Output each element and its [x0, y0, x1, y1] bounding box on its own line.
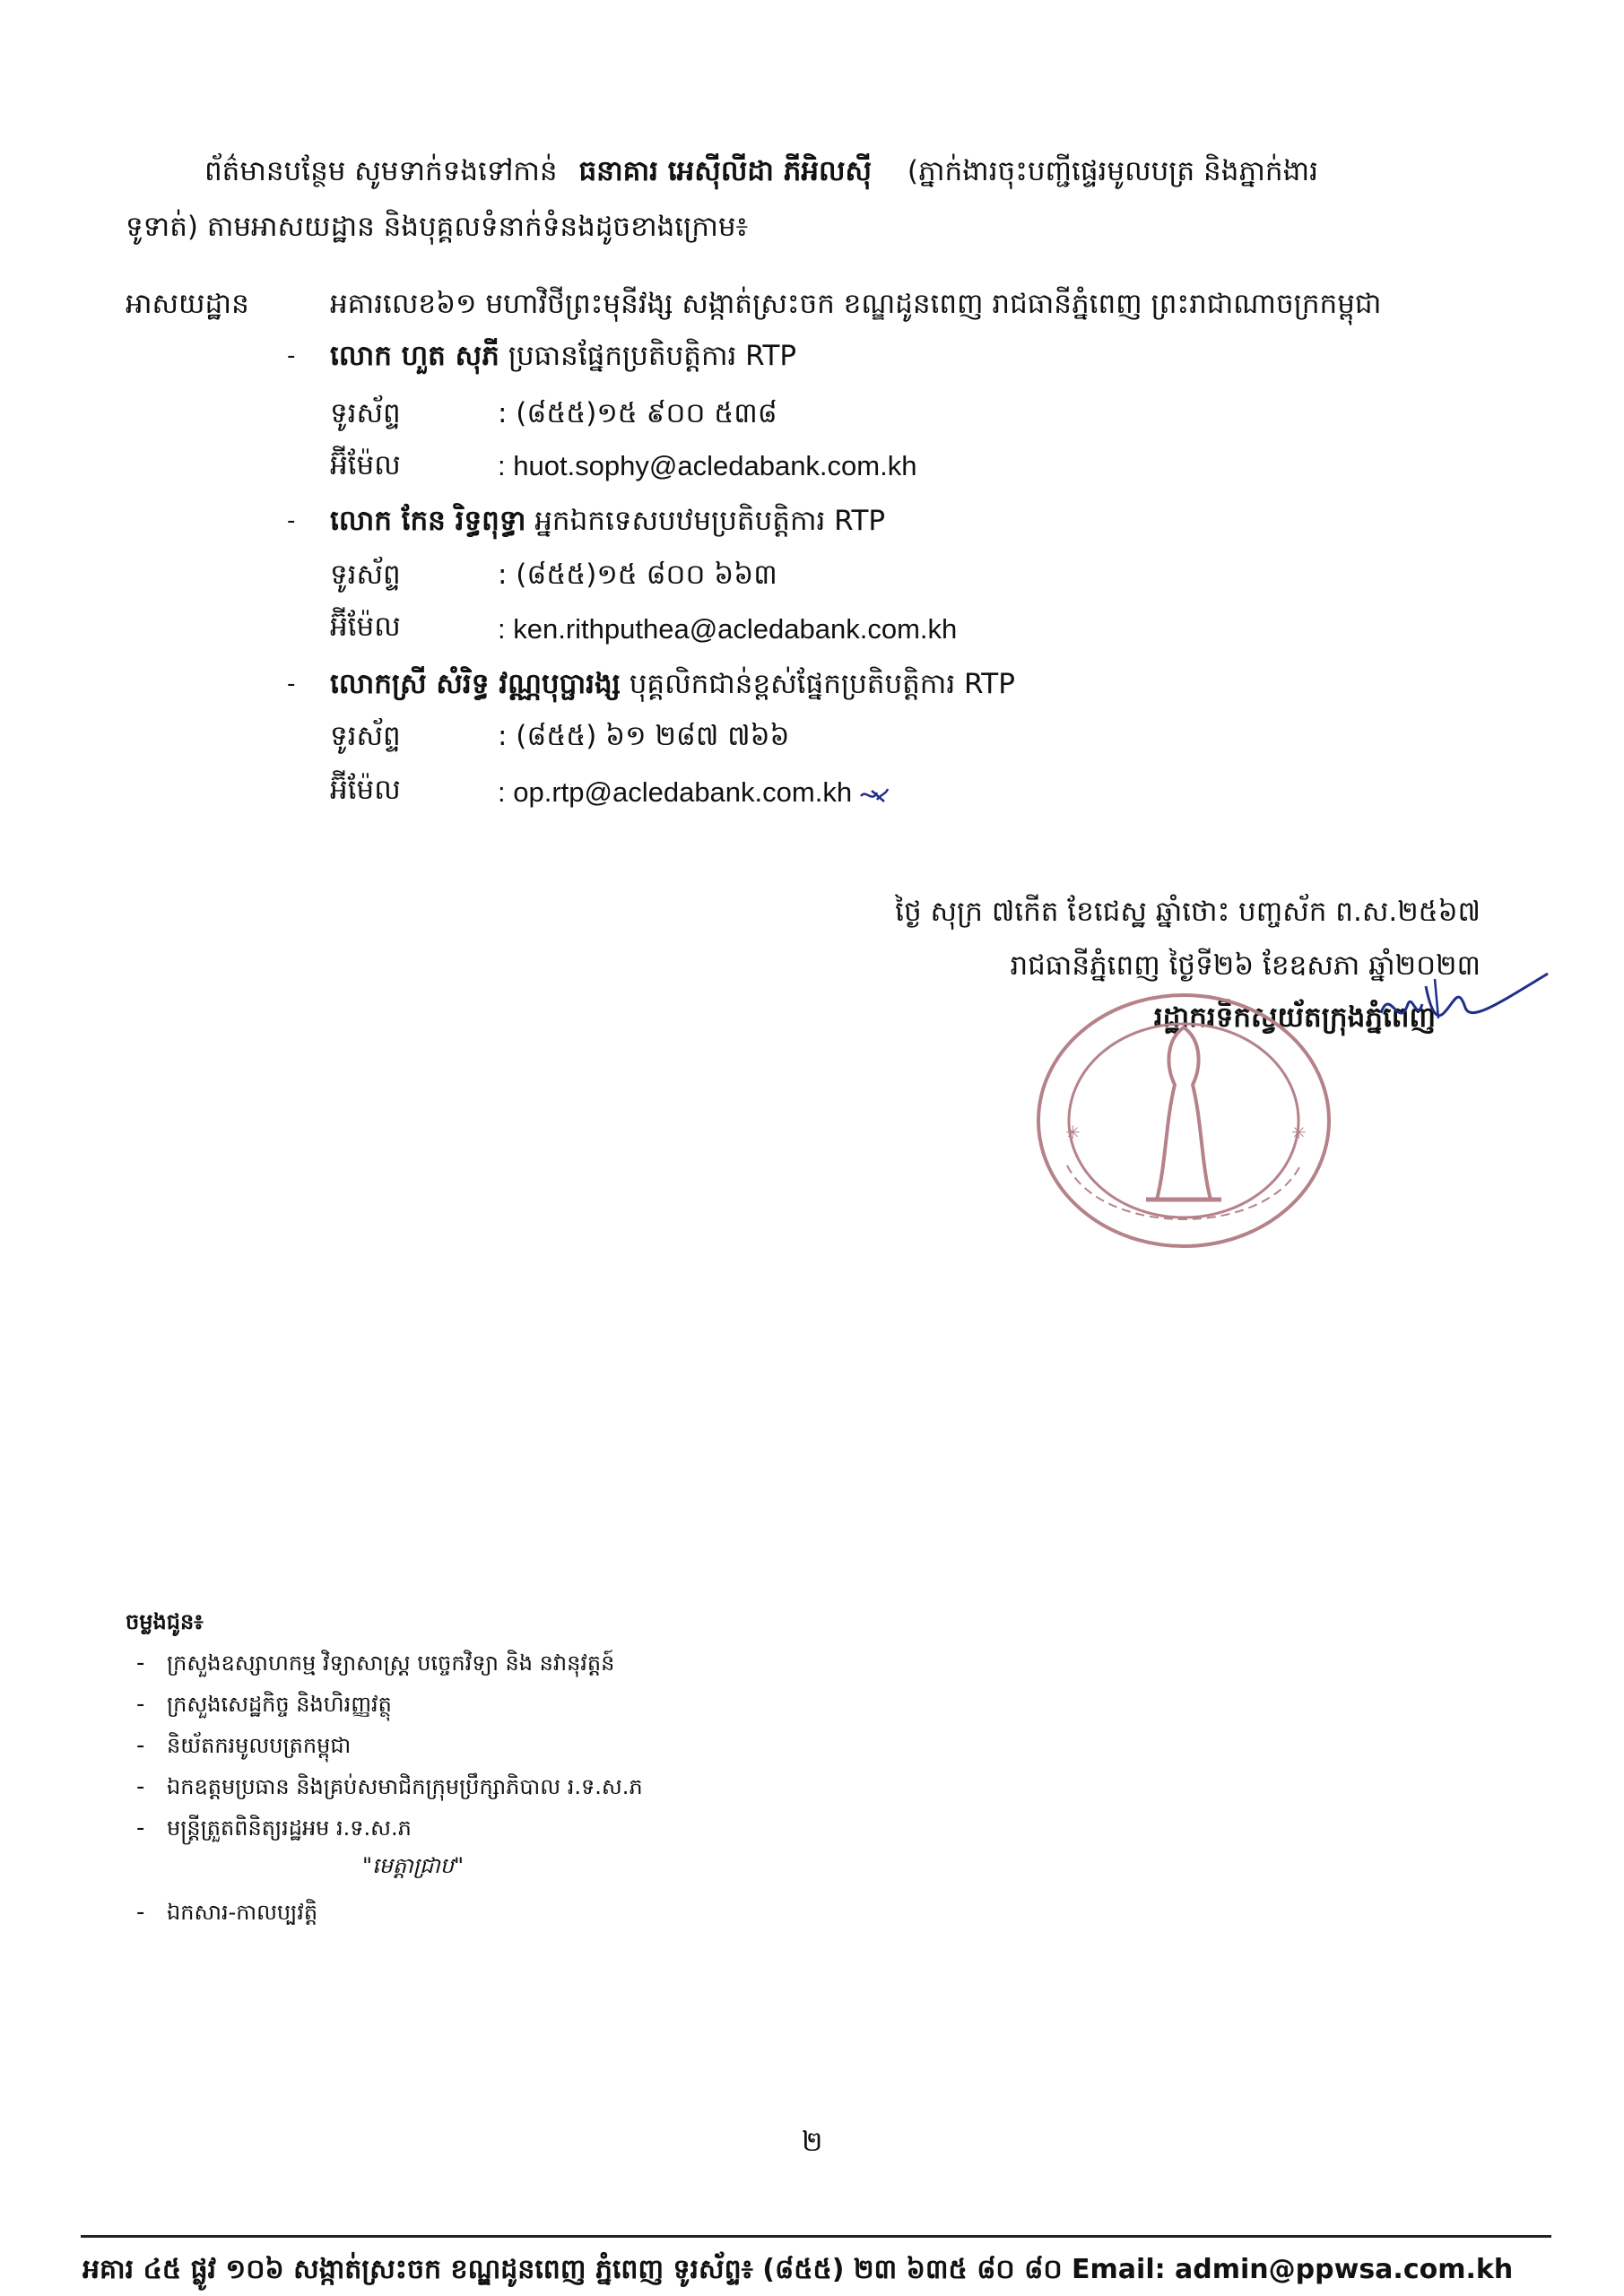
- solar-date: រាជធានីភ្នំពេញ ថ្ងៃទី២៦ ខែឧសភា ឆ្នាំ២០២៣: [1010, 949, 1481, 982]
- cc-item: ឯកសារ-កាលប្បវត្តិ: [167, 1900, 318, 1925]
- contact-1-email[interactable]: : huot.sophy@acledabank.com.kh: [498, 450, 917, 481]
- cc-title: ចម្លងជូន៖: [126, 1609, 204, 1634]
- contact-3-dash: -: [287, 671, 296, 697]
- contact-3-email[interactable]: : op.rtp@acledabank.com.kh: [498, 776, 853, 808]
- contact-3-phone-label: ទូរស័ព្ទ: [330, 720, 401, 752]
- intro-text: ព័ត៌មានបន្ថែម សូមទាក់ទងទៅកាន់: [204, 155, 558, 187]
- cc-dash-6: -: [136, 1899, 145, 1926]
- contact-1-dash: -: [287, 342, 296, 369]
- initial-mark-icon: [859, 780, 890, 807]
- intro-tail: (ភ្នាក់ងារចុះបញ្ជីផ្ទេរមូលបត្រ និងភ្នាក់ងារ: [907, 155, 1318, 187]
- cc-dash-5: -: [136, 1815, 145, 1841]
- address-label: អាសយដ្ឋាន: [126, 288, 249, 320]
- cc-dash-3: -: [136, 1732, 145, 1759]
- contact-3-phone: : (៨៥៥) ៦១ ២៨៧ ៧៦៦: [498, 720, 790, 752]
- contact-2-email-label: អ៊ីម៉ែល: [330, 611, 401, 643]
- cc-dash-4: -: [136, 1773, 145, 1800]
- contact-3-role: បុគ្គលិកជាន់ខ្ពស់ផ្នែកប្រតិបត្តិការ RTP: [629, 668, 1015, 700]
- contact-2-email[interactable]: : ken.rithputhea@acledabank.com.kh: [498, 613, 958, 645]
- contact-1-heading: [330, 339, 796, 379]
- issuing-authority: រដ្ឋាករទឹកស្វយ័តក្រុងភ្នំពេញ: [1153, 1001, 1436, 1034]
- contact-1-role: ប្រធានផ្នែកប្រតិបត្តិការ RTP: [508, 340, 797, 372]
- address-value: អគារលេខ៦១ មហាវិថីព្រះមុនីវង្ស សង្កាត់ស្រះចក ខណ្ឌដូនពេញ រាជធានីភ្នំពេញ ព្រះរាជាណាចក្រកម្ពុជា: [330, 288, 1382, 320]
- contact-3-heading: [330, 667, 1015, 707]
- contact-3-name: លោកស្រី សំរិទ្ធ វណ្ណបុប្ផារង្ស: [330, 668, 621, 700]
- cc-item: និយ័តករមូលបត្រកម្ពុជា: [167, 1733, 352, 1758]
- intro-line-2: ទូទាត់) តាមអាសយដ្ឋាន និងបុគ្គលទំនាក់ទំនងដូចខាងក្រោម៖: [126, 211, 749, 243]
- footer-divider: [81, 2235, 1551, 2238]
- contact-2-heading: [330, 504, 885, 544]
- contact-1-phone-label: ទូរស័ព្ទ: [330, 397, 401, 429]
- bank-name: ធនាគារ អេស៊ីលីដា ភីអិលស៊ី: [578, 155, 873, 187]
- cc-dash-1: -: [136, 1650, 145, 1677]
- contact-2-role: អ្នកឯកទេសបឋមប្រតិបត្តិការ RTP: [534, 505, 886, 537]
- intro-line-1: [204, 143, 1318, 199]
- contact-3-email-label: អ៊ីម៉ែល: [330, 774, 401, 806]
- contact-2-phone-label: ទូរស័ព្ទ: [330, 559, 401, 591]
- cc-item: ឯកឧត្តមប្រធាន និងគ្រប់សមាជិកក្រុមប្រឹក្សាភិបាល រ.ទ.ស.ភ: [167, 1774, 643, 1799]
- svg-text:✳: ✳: [1291, 1122, 1307, 1143]
- contact-1-name: លោក ហួត សុភី: [330, 340, 499, 372]
- contact-2-dash: -: [287, 507, 296, 534]
- official-stamp-icon: [1031, 986, 1336, 1255]
- page-number: ២: [802, 2126, 823, 2158]
- contact-1-phone: : (៨៥៥)១៥ ៩០០ ៥៣៨: [498, 397, 777, 429]
- cc-item: ក្រសួងសេដ្ឋកិច្ច និងហិរញ្ញវត្ថុ: [167, 1692, 392, 1717]
- contact-1-email-label: អ៊ីម៉ែល: [330, 449, 401, 481]
- cc-item: ក្រសួងឧស្សាហកម្ម វិទ្យាសាស្ត្រ បច្ចេកវិទ្យា និង នវានុវត្តន៍: [167, 1651, 615, 1676]
- svg-text:✳: ✳: [1065, 1122, 1081, 1143]
- signature-icon: [1372, 968, 1551, 1040]
- cc-dash-2: -: [136, 1691, 145, 1718]
- contact-2-name: លោក កែន រិទ្ធពុទ្ធា: [330, 505, 526, 537]
- cc-note: "មេត្តាជ្រាប": [362, 1853, 465, 1878]
- cc-item: មន្ត្រីត្រួតពិនិត្យរដ្ឋអម រ.ទ.ស.ភ: [167, 1815, 412, 1841]
- footer-text: អគារ ៤៥ ផ្លូវ ១០៦ សង្កាត់ស្រះចក ខណ្ឌដូនពេញ ភ្នំពេញ ទូរស័ព្ទ៖ (៨៥៥) ២៣ ៦៣៥ ៨០ ៨០ Email: admin@ppwsa.com.kh: [83, 2254, 1514, 2285]
- lunar-date: ថ្ងៃ សុក្រ ៧កើត ខែជេស្ឋ ឆ្នាំថោះ បញ្ចស័ក ព.ស.២៥៦៧: [895, 896, 1481, 928]
- contact-2-phone: : (៨៥៥)១៥ ៨០០ ៦៦៣: [498, 559, 777, 591]
